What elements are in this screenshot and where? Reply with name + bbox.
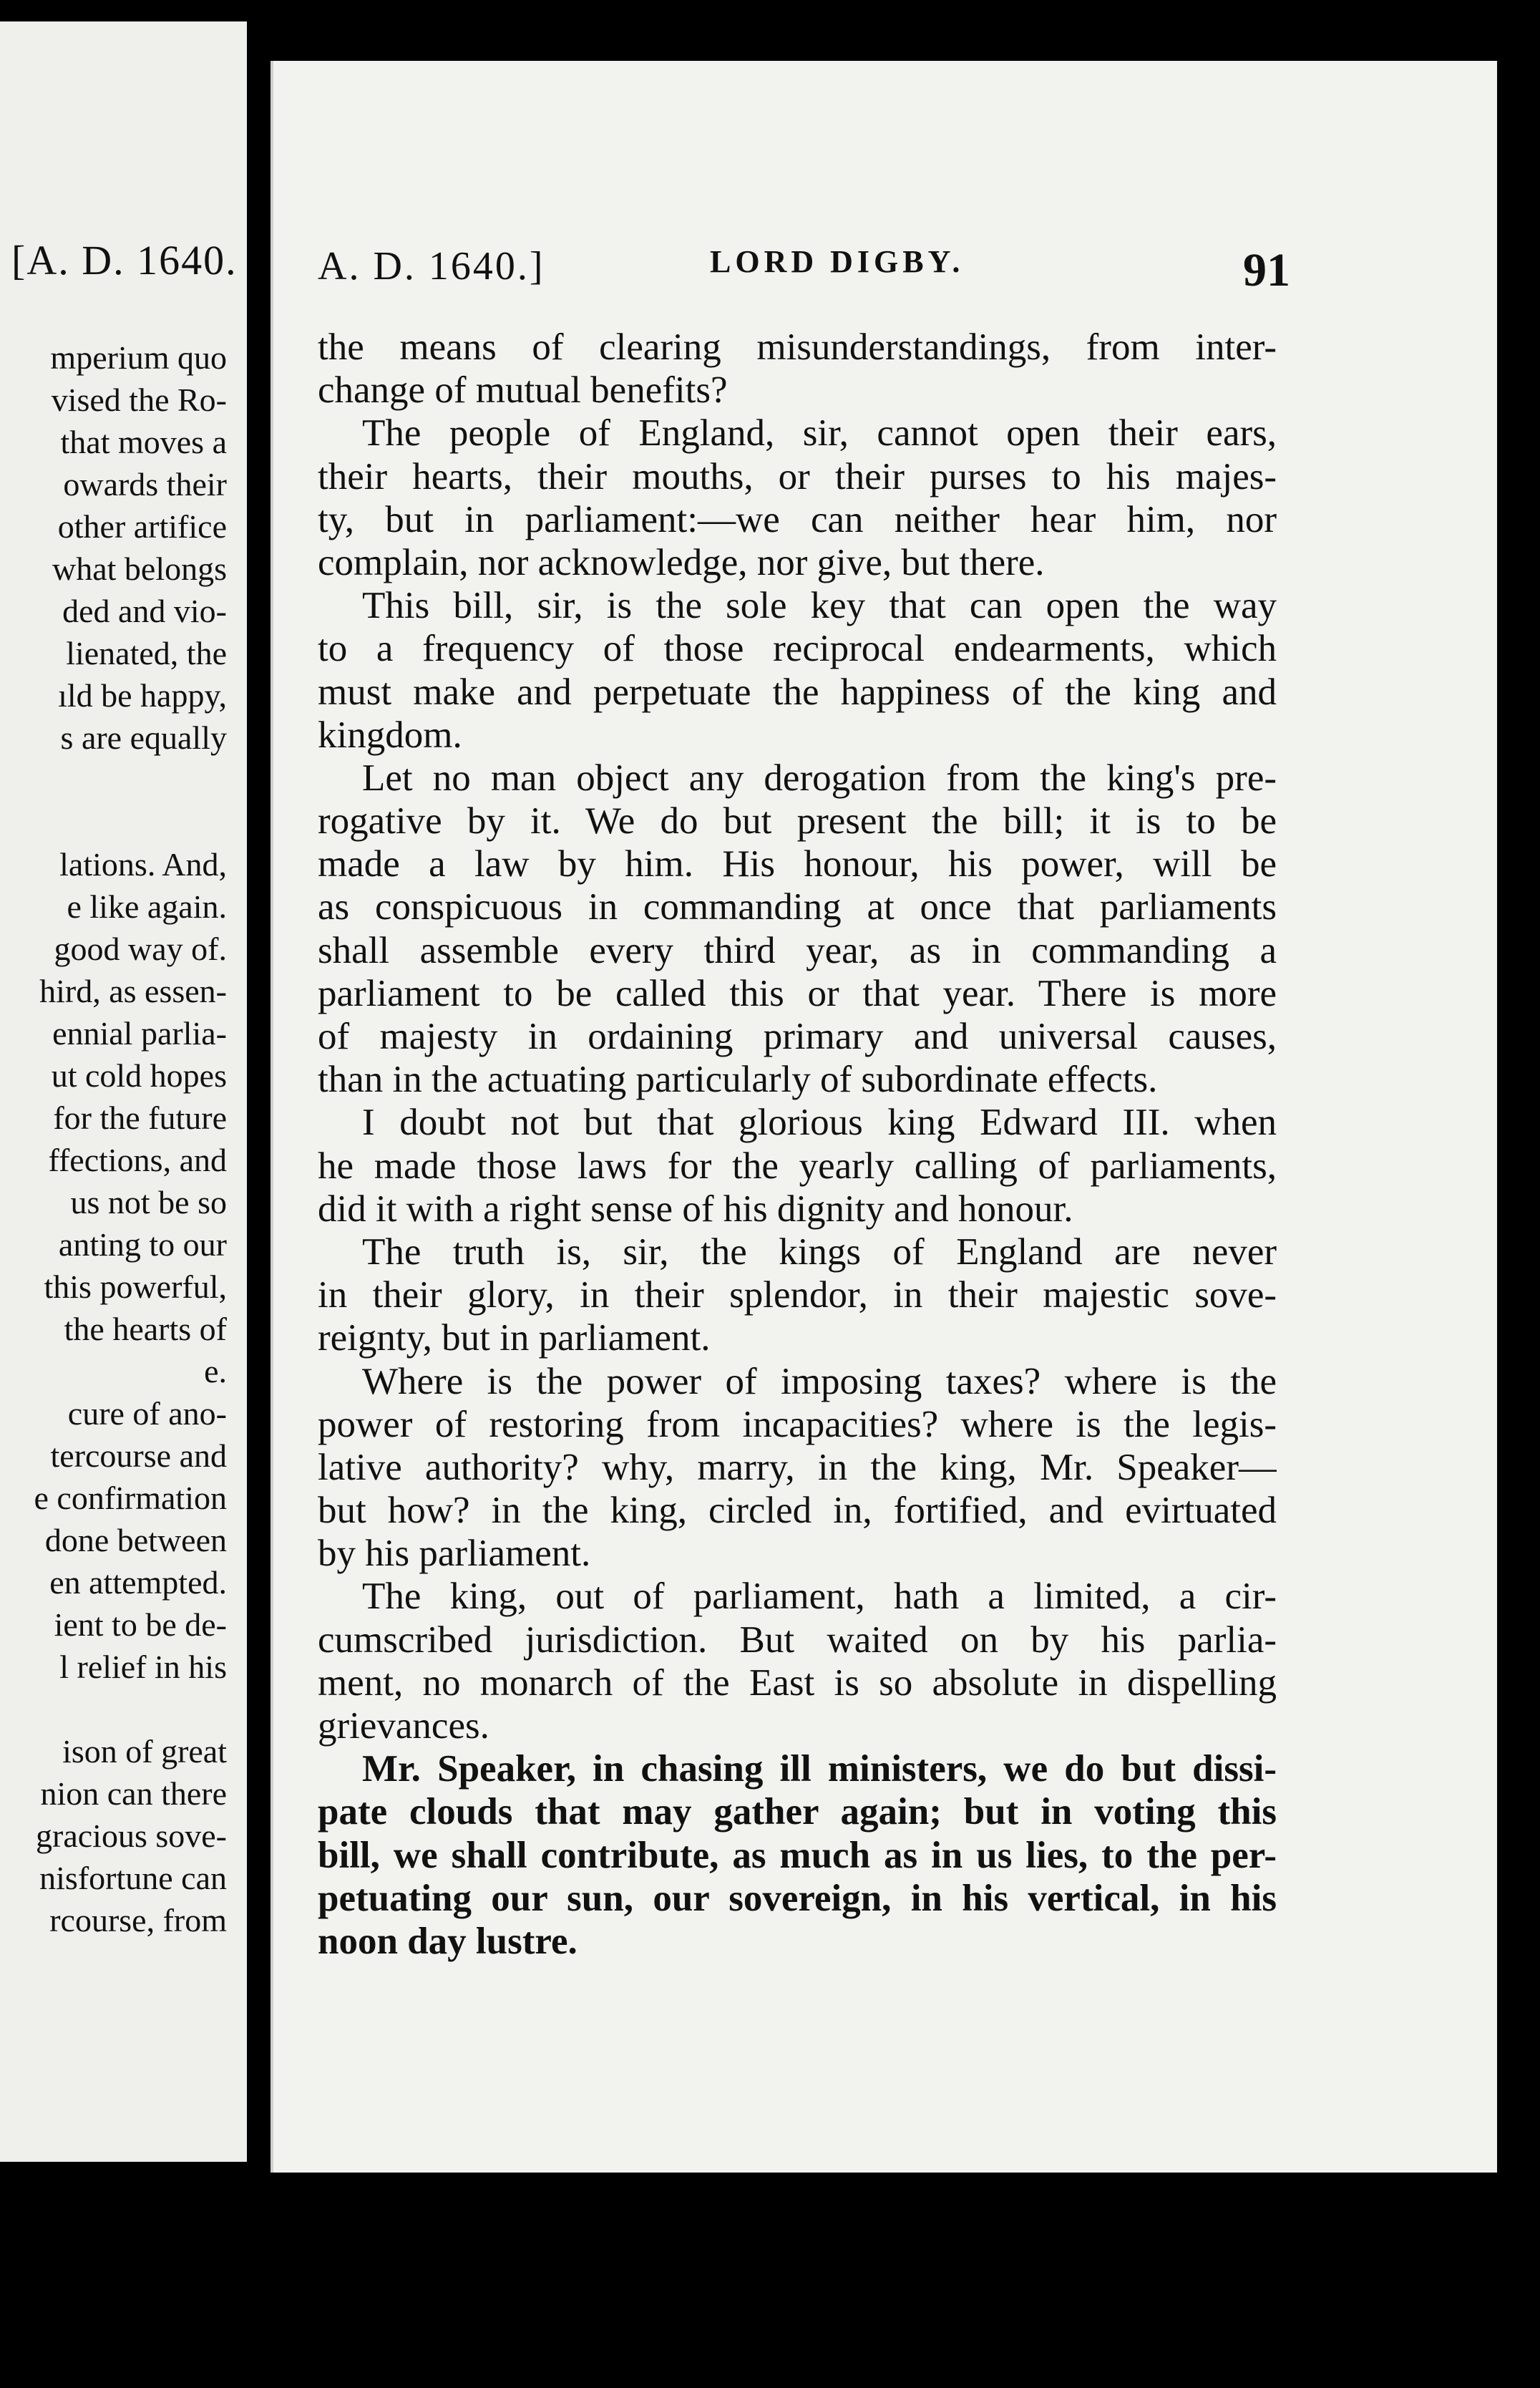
text-line: made a law by him. His honour, his power, will be bbox=[318, 843, 1277, 885]
left-text-line: e confirmation bbox=[34, 1480, 227, 1516]
text-line: in their glory, in their splendor, in their majestic sove- bbox=[318, 1274, 1277, 1316]
left-text-line: owards their bbox=[63, 466, 227, 503]
text-line: but how? in the king, circled in, fortified, and evirtuated bbox=[318, 1490, 1277, 1532]
text-line: the means of clearing misunderstandings, from inter- bbox=[318, 326, 1277, 368]
left-text-line: l relief in his bbox=[59, 1649, 227, 1685]
text-line: their hearts, their mouths, or their purses to his majes- bbox=[318, 455, 1277, 498]
left-text-line: us not be so bbox=[70, 1184, 227, 1220]
left-text-line: anting to our bbox=[58, 1226, 227, 1263]
text-line: ty, but in parliament:—we can neither hear him, nor bbox=[318, 498, 1277, 540]
text-line: he made those laws for the yearly calling of parliaments, bbox=[318, 1145, 1277, 1187]
left-text-line: the hearts of bbox=[64, 1311, 227, 1347]
left-text-line: ennial parlia- bbox=[52, 1015, 227, 1052]
text-line: did it with a right sense of his dignity and honour. bbox=[318, 1188, 1073, 1230]
text-line: lative authority? why, marry, in the king, Mr. Speaker— bbox=[318, 1446, 1277, 1488]
left-text-line: good way of. bbox=[54, 931, 227, 967]
left-text-line: en attempted. bbox=[49, 1564, 227, 1601]
text-line: cumscribed jurisdiction. But waited on by his parlia- bbox=[318, 1618, 1277, 1661]
text-line: I doubt not but that glorious king Edward III. when bbox=[362, 1102, 1277, 1144]
left-text-line: rcourse, from bbox=[49, 1902, 227, 1938]
left-text-line: nion can there bbox=[40, 1775, 227, 1812]
left-page-fragment bbox=[0, 21, 247, 2162]
text-line: The truth is, sir, the kings of England are never bbox=[362, 1231, 1277, 1273]
left-text-line: for the future bbox=[53, 1100, 227, 1136]
left-text-line: done between bbox=[44, 1522, 227, 1558]
text-line: Where is the power of imposing taxes? where is the bbox=[362, 1360, 1277, 1402]
left-text-line: gracious sove- bbox=[36, 1817, 227, 1854]
text-line: power of restoring from incapacities? where is the legis- bbox=[318, 1403, 1277, 1445]
text-line: reignty, but in parliament. bbox=[318, 1317, 711, 1359]
left-text-line: this powerful, bbox=[44, 1268, 227, 1305]
text-line: complain, nor acknowledge, nor give, but there. bbox=[318, 541, 1045, 583]
text-line: change of mutual benefits? bbox=[318, 369, 728, 412]
text-line: The king, out of parliament, hath a limited, a cir- bbox=[362, 1576, 1277, 1618]
left-text-line: lations. And, bbox=[59, 846, 227, 883]
left-text-line: vised the Ro- bbox=[51, 382, 227, 418]
text-line: ment, no monarch of the East is so absolute in dispelling bbox=[318, 1661, 1277, 1704]
left-text-line: tercourse and bbox=[50, 1437, 227, 1474]
running-head-year: A. D. 1640.] bbox=[318, 244, 545, 288]
text-line: Let no man object any derogation from the king's pre- bbox=[362, 757, 1277, 799]
left-text-line: lienated, the bbox=[66, 635, 227, 671]
text-line: rogative by it. We do but present the bill; it is to be bbox=[318, 800, 1277, 843]
left-text-line: ded and vio- bbox=[62, 593, 227, 629]
left-text-line: s are equally bbox=[60, 719, 227, 756]
left-text-line: mperium quo bbox=[50, 339, 227, 376]
text-line: as conspicuous in commanding at once that parliaments bbox=[318, 886, 1277, 928]
left-text-line: other artifice bbox=[57, 508, 227, 545]
left-text-line: e. bbox=[204, 1353, 227, 1389]
left-text-line: ient to be de- bbox=[54, 1606, 227, 1643]
left-text-line: ut cold hopes bbox=[51, 1057, 227, 1094]
text-line: parliament to be called this or that year. There is more bbox=[318, 972, 1277, 1014]
text-line: Mr. Speaker, in chasing ill ministers, we do but dissi- bbox=[362, 1748, 1277, 1790]
left-text-line: nisfortune can bbox=[39, 1860, 227, 1896]
left-running-head: [A. D. 1640. bbox=[11, 237, 238, 283]
body-text bbox=[318, 326, 1277, 1963]
left-text-line: what belongs bbox=[52, 550, 227, 587]
text-line: by his parliament. bbox=[318, 1533, 591, 1575]
text-line: shall assemble every third year, as in commanding a bbox=[318, 929, 1277, 971]
running-head-title: LORD DIGBY. bbox=[710, 244, 965, 279]
right-page bbox=[271, 61, 1497, 2173]
text-line: to a frequency of those reciprocal endearments, which bbox=[318, 628, 1277, 670]
left-text-line: ıld be happy, bbox=[58, 677, 227, 714]
left-text-line: ffections, and bbox=[48, 1142, 227, 1178]
text-line: of majesty in ordaining primary and universal causes, bbox=[318, 1016, 1277, 1057]
text-line: pate clouds that may gather again; but in voting this bbox=[318, 1791, 1277, 1833]
left-text-line: ison of great bbox=[62, 1733, 227, 1770]
text-line: grievances. bbox=[318, 1705, 489, 1747]
text-line: kingdom. bbox=[318, 714, 462, 756]
text-line: bill, we shall contribute, as much as in us lies, to the per- bbox=[318, 1834, 1277, 1876]
text-line: The people of England, sir, cannot open their ears, bbox=[362, 412, 1277, 455]
text-line: petuating our sun, our sovereign, in his vertical, in his bbox=[318, 1877, 1277, 1919]
page-number: 91 bbox=[1243, 244, 1290, 296]
left-text-line: e like again. bbox=[67, 888, 227, 925]
left-text-line: cure of ano- bbox=[67, 1395, 227, 1432]
left-text-line: hird, as essen- bbox=[39, 973, 227, 1009]
text-line: must make and perpetuate the happiness of the king and bbox=[318, 671, 1277, 713]
text-line: noon day lustre. bbox=[318, 1920, 578, 1962]
left-text-line: that moves a bbox=[60, 424, 227, 460]
text-line: than in the actuating particularly of subordinate effects. bbox=[318, 1059, 1158, 1101]
text-line: This bill, sir, is the sole key that can open the way bbox=[362, 585, 1277, 627]
